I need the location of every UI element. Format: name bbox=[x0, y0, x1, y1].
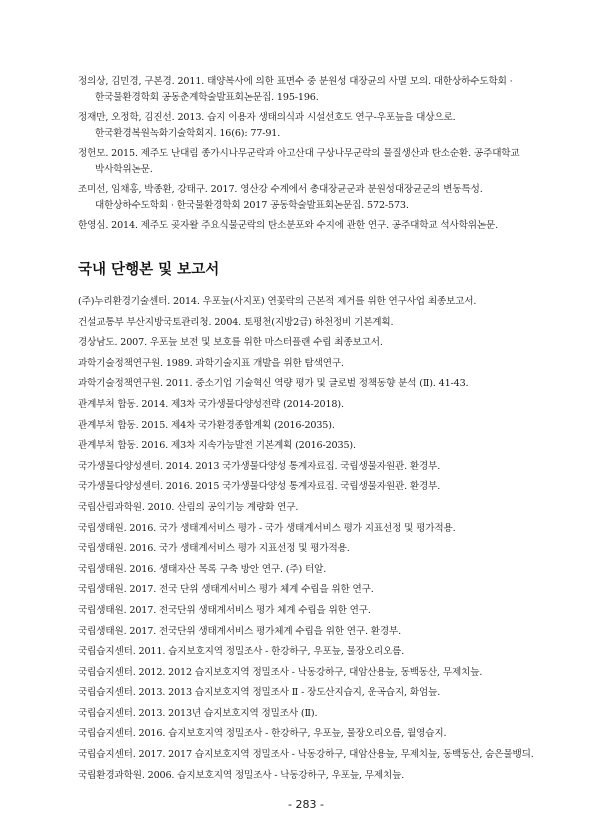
reference-entry: 국립산림과학원. 2010. 산림의 공익기능 계량화 연구. bbox=[78, 501, 299, 513]
reference-entry: 과학기술정책연구원. 1989. 과학기술지표 개발을 위한 탐색연구. bbox=[78, 357, 344, 369]
reference-entry: 국립습지센터. 2013. 2013 습지보호지역 정밀조사 Ⅱ - 장도산지습지, 운곡습지, 화엄늪. bbox=[78, 687, 441, 699]
journal-references bbox=[78, 74, 548, 238]
reference-entry: 국립생태원. 2017. 전국 단위 생태계서비스 평가 체계 수립을 위한 연구. bbox=[78, 584, 374, 596]
reference-entry: 관계부처 합동. 2015. 제4차 국가환경종합계획 (2016-2035). bbox=[78, 419, 335, 431]
reference-entry: 국립생태원. 2017. 전국단위 생태계서비스 평가 체계 수립을 위한 연구. bbox=[78, 604, 371, 616]
reference-entry: 국립습지센터. 2011. 습지보호지역 정밀조사 - 한강하구, 우포늪, 물장오리오름. bbox=[78, 646, 405, 658]
reference-entry: 국립환경과학원. 2006. 습지보호지역 정밀조사 - 낙동강하구, 우포늪, 무제치늪. bbox=[78, 769, 405, 781]
reference-entry: 경상남도. 2007. 우포늪 보전 및 보호를 위한 마스터플랜 수립 최종보고서. bbox=[78, 337, 383, 349]
reference-entry: 정헌모. 2015. 제주도 난대림 종가시나무군락과 아고산대 구상나무군락의 물질생산과 탄소순환. 공주대학교 박사학위논문. bbox=[78, 148, 520, 175]
reference-entry: 조미선, 임채홍, 박종환, 강태구. 2017. 영산강 수계에서 총대장균군과 분원성대장균군의 변동특성. 대한상하수도학회 · 한국물환경학회 2017 공동학술발표회논문집. 572-573. bbox=[78, 184, 483, 211]
reference-entry: 국립습지센터. 2013. 2013년 습지보호지역 정밀조사 (Ⅱ). bbox=[78, 707, 318, 719]
reference-entry: 국립생태원. 2016. 생태자산 목록 구축 방안 연구. (주) 터알. bbox=[78, 563, 327, 575]
reference-entry: 관계부처 합동. 2016. 제3차 지속가능발전 기본계획 (2016-2035). bbox=[78, 440, 356, 452]
reference-entry: 국가생물다양성센터. 2014. 2013 국가생물다양성 통계자료집. 국립생물자원관. 환경부. bbox=[78, 460, 441, 472]
reference-entry: 국립습지센터. 2012. 2012 습지보호지역 정밀조사 - 낙동강하구, 대암산용늪, 동백동산, 무제치늪. bbox=[78, 666, 483, 678]
section-heading: 국내 단행본 및 보고서 bbox=[78, 262, 220, 278]
reference-entry: 국립생태원. 2016. 국가 생태계서비스 평가 지표선정 및 평가적용. bbox=[78, 543, 350, 555]
report-references bbox=[78, 294, 548, 788]
page-number: - 283 - bbox=[288, 798, 324, 811]
reference-entry: (주)누리환경기술센터. 2014. 우포늪(사지포) 연꽃락의 근본적 제거를 위한 연구사업 최종보고서. bbox=[78, 296, 477, 307]
reference-entry: 국립생태원. 2017. 전국단위 생태계서비스 평가체계 수립을 위한 연구. 환경부. bbox=[78, 625, 402, 637]
reference-entry: 한영심. 2014. 제주도 곶자왈 주요식물군락의 탄소분포와 수지에 관한 연구. 공주대학교 석사학위논문. bbox=[78, 220, 498, 231]
reference-entry: 국립습지센터. 2016. 습지보호지역 정밀조사 - 한강하구, 우포늪, 물장오리오름, 월영습지. bbox=[78, 728, 447, 740]
reference-entry: 정재만, 오정학, 김진선. 2013. 습지 이용자 생태의식과 시설선호도 연구-우포늪을 대상으로. 한국환경복원녹화기술학회지. 16(6): 77-91. bbox=[78, 112, 456, 139]
reference-entry: 국립생태원. 2016. 국가 생태계서비스 평가 - 국가 생태계서비스 평가 지표선정 및 평가적용. bbox=[78, 522, 456, 534]
reference-entry: 관계부처 합동. 2014. 제3차 국가생물다양성전략 (2014-2018). bbox=[78, 398, 344, 410]
reference-entry: 과학기술정책연구원. 2011. 중소기업 기술혁신 역량 평가 및 글로벌 정책동향 분석 (Ⅱ). 41-43. bbox=[78, 378, 469, 390]
reference-entry: 국가생물다양성센터. 2016. 2015 국가생물다양성 통계자료집. 국립생물자원관. 환경부. bbox=[78, 481, 441, 493]
reference-entry: 국립습지센터. 2017. 2017 습지보호지역 정밀조사 - 낙동강하구, 대암산용늪, 무제치늪, 동백동산, 숨은물뱅듸. bbox=[78, 749, 534, 761]
reference-entry: 정의상, 김민경, 구본경. 2011. 태양복사에 의한 표면수 중 분원성 대장균의 사멸 모의. 대한상하수도학회 · 한국물환경학회 공동춘계학술발표회논문집. 195-196. bbox=[78, 76, 513, 103]
reference-entry: 건설교통부 부산지방국토관리청. 2004. 토평천(지방2급) 하천정비 기본계획. bbox=[78, 316, 394, 328]
